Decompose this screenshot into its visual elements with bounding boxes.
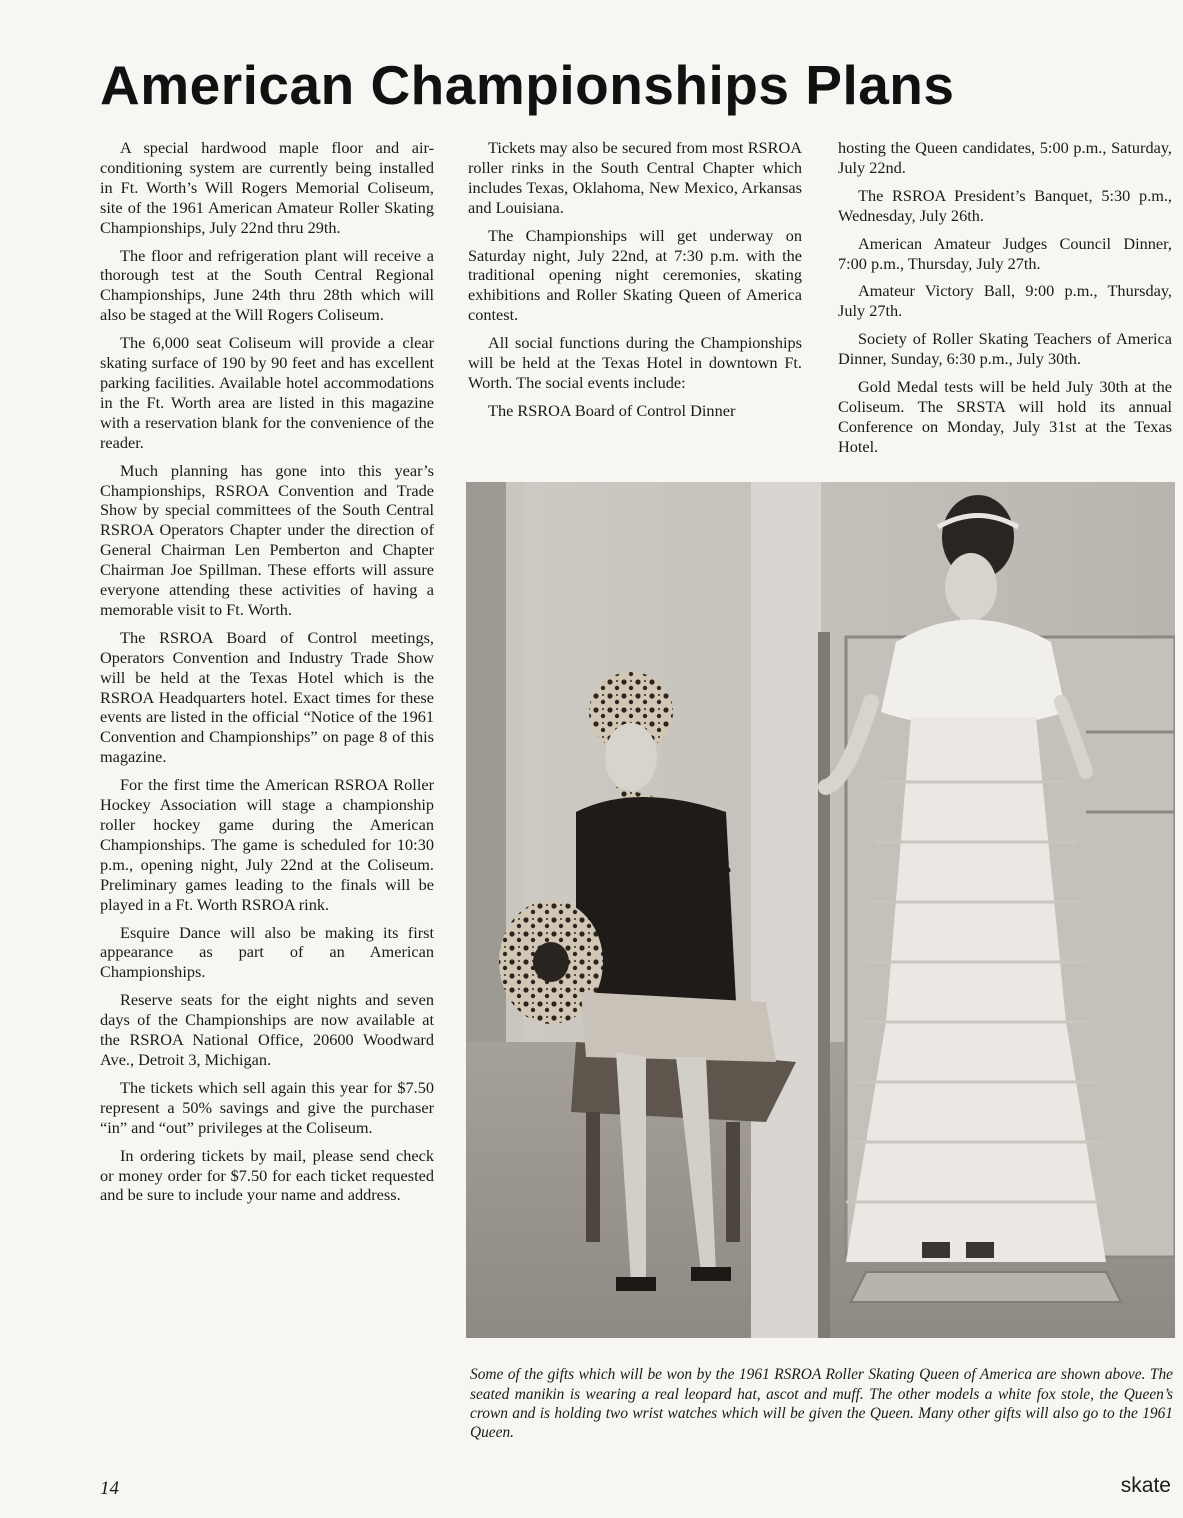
article-column-1 [100,138,434,1213]
paragraph: The 6,000 seat Coliseum will provide a clear skating surface of 190 by 90 feet and has excellent parking facilities. Available hotel accommodations in the Ft. Worth area are listed in this magazine with a reservation blank for the convenience of the reader. [100,333,434,452]
paragraph: American Amateur Judges Council Dinner, 7:00 p.m., Thursday, July 27th. [838,233,1172,273]
paragraph: All social functions during the Championships will be held at the Texas Hotel in downtown Ft. Worth. The social events include: [468,333,802,392]
paragraph: The Championships will get underway on Saturday night, July 22nd, at 7:30 p.m. with the traditional opening night ceremonies, skating exhibitions and Roller Skating Queen of America contest. [468,225,802,325]
paragraph: For the first time the American RSROA Roller Hockey Association will stage a championship roller hockey game during the American Championships. The game is scheduled for 10:30 p.m., opening night, July 22nd at the Coliseum. Preliminary games leading to the finals will be played in a Ft. Worth RSROA rink. [100,775,434,914]
paragraph: The RSROA President’s Banquet, 5:30 p.m., Wednesday, July 26th. [838,185,1172,225]
paragraph: Esquire Dance will also be making its first appearance as part of an American Championships. [100,922,434,982]
paragraph: A special hardwood maple floor and air-conditioning system are currently being installed in Ft. Worth’s Will Rogers Memorial Coliseum, site of the 1961 American Amateur Roller Skating Championships, July 22nd thru 29th. [100,138,434,237]
headline: American Championships Plans [100,54,955,116]
paragraph: In ordering tickets by mail, please send check or money order for $7.50 for each ticket requested and be sure to include your name and address. [100,1145,434,1205]
paragraph: The floor and refrigeration plant will receive a thorough test at the South Central Regional Championships, June 24th thru 28th which will also be staged at the Will Rogers Coliseum. [100,245,434,325]
paragraph: hosting the Queen candidates, 5:00 p.m., Saturday, July 22nd. [838,138,1172,177]
article-column-2 [468,138,802,429]
paragraph: Much planning has gone into this year’s Championships, RSROA Convention and Trade Show by special committees of the South Central RSROA Operators Chapter under the direction of General Chairman Len Pemberton and Chapter Chairman Joe Spillman. These efforts will assure everyone attending these activities of having a memorable visit to Ft. Worth. [100,460,434,619]
page-number: 14 [100,1478,119,1499]
mannequins-photo [466,482,1175,1338]
paragraph: The RSROA Board of Control meetings, Operators Convention and Industry Trade Show will be held at the Texas Hotel which is the RSROA Headquarters hotel. Exact times for these events are listed in the official “Notice of the 1961 Convention and Championships” on page 8 of this magazine. [100,627,434,767]
paragraph: Society of Roller Skating Teachers of America Dinner, Sunday, 6:30 p.m., July 30th. [838,329,1172,369]
article-column-3 [838,138,1172,465]
paragraph: The RSROA Board of Control Dinner [488,400,736,420]
magazine-name: skate [1120,1474,1171,1497]
paragraph: The tickets which sell again this year for $7.50 represent a 50% savings and give the purchaser “in” and “out” privileges at the Coliseum. [100,1077,434,1137]
paragraph: Tickets may also be secured from most RSROA roller rinks in the South Central Chapter which includes Texas, Oklahoma, New Mexico, Arkansas and Louisiana. [468,138,802,217]
photo-caption: Some of the gifts which will be won by the 1961 RSROA Roller Skating Queen of America are shown above. The seated manikin is wearing a real leopard hat, ascot and muff. The other models a white fox stole, the Queen’s crown and is holding two wrist watches which will be given the Queen. Many other gifts will also go to the 1961 Queen. [470,1366,1173,1441]
paragraph: Amateur Victory Ball, 9:00 p.m., Thursday, July 27th. [838,281,1172,321]
paragraph: Gold Medal tests will be held July 30th at the Coliseum. The SRSTA will hold its annual Conference on Monday, July 31st at the Texas Hotel. [838,377,1172,456]
paragraph: Reserve seats for the eight nights and seven days of the Championships are now available at the RSROA National Office, 20600 Woodward Ave., Detroit 3, Michigan. [100,990,434,1069]
